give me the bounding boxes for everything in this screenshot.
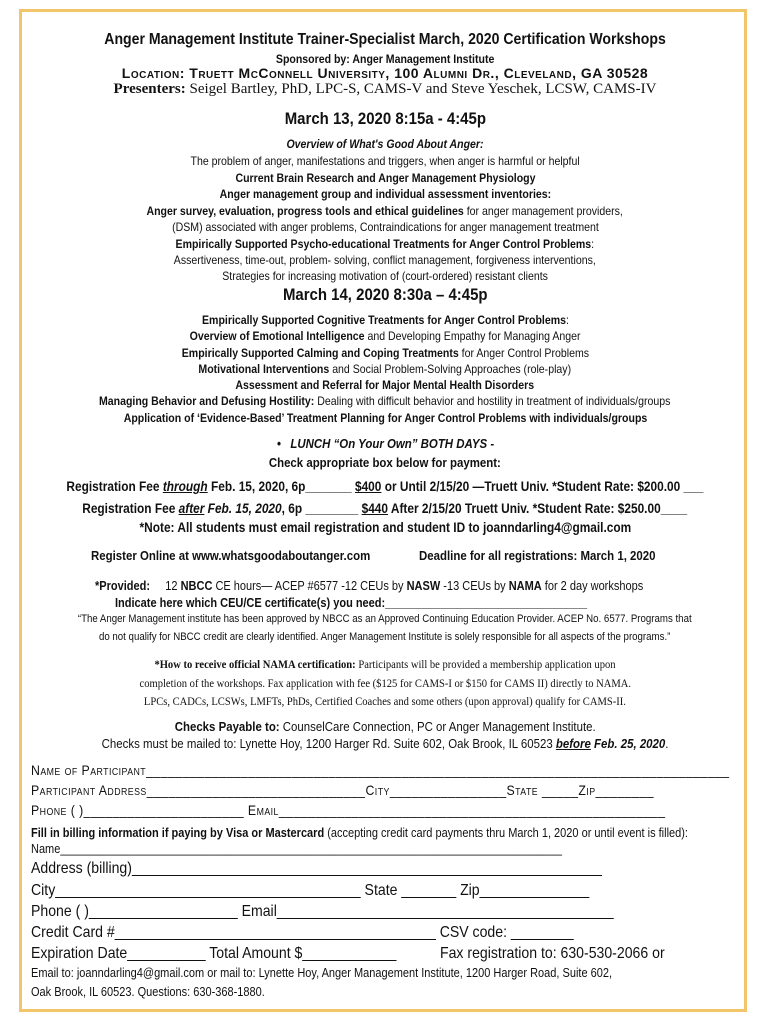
ceu-provided: *Provided: 12 NBCC CE hours— ACEP #6577 -12 CEUs by NASW -13 CEUs by NAMA for 2 day workshops [95,579,644,593]
ceu-indicate: Indicate here which CEU/CE certificate(s) you need:_________________________________ [115,596,588,610]
mail-instructions-1: Email to: joanndarling4@gmail.com or mail to: Lynette Hoy, Anger Management Institute, 1200 Harger Road, Suite 602, [31,966,613,980]
mail-instructions-2: Oak Brook, IL 60523. Questions: 630-368-1880. [31,985,265,999]
day1-inventories: Anger management group and individual assessment inventories: [219,187,551,201]
location-line: Location: Truett McConnell University, 100 Alumni Dr., Cleveland, GA 30528 [121,65,649,81]
payment-instruction: Check appropriate box below for payment: [268,455,502,470]
registration-fee-late: Registration Fee after Feb. 15, 2020, 6p ________ $440 After 2/15/20 Truett Univ. *Student Rate: $250.00____ [82,501,688,516]
day2-emotional: Overview of Emotional Intelligence and Developing Empathy for Managing Anger [189,329,581,343]
day1-problem: The problem of anger, manifestations and triggers, when anger is harmful or helpful [190,154,580,168]
billing-city-field[interactable]: City_______________________________________ State _______ Zip______________ [31,882,590,899]
participant-name-field[interactable]: Name of Participant________________________________________________________________________________ [31,762,730,778]
lunch-line: • LUNCH “On Your Own” BOTH DAYS - [276,436,494,451]
register-online: Register Online at www.whatsgoodaboutanger.com [91,548,371,563]
day2-assessment: Assessment and Referral for Major Mental Health Disorders [235,378,535,392]
day1-assertive: Assertiveness, time-out, problem- solving, conflict management, forgiveness interventions, [173,253,597,267]
participant-phone-email-field[interactable]: Phone ( )______________________ Email_____________________________________________________ [31,802,666,818]
billing-phone-email-field[interactable]: Phone ( )___________________ Email___________________________________________ [31,903,614,920]
day2-heading: March 14, 2020 8:30a – 4:45p [282,285,488,304]
expiration-amount-field[interactable]: Expiration Date__________ Total Amount $____________ [31,945,397,962]
checks-payable: Checks Payable to: CounselCare Connection, PC or Anger Management Institute. [174,719,596,734]
day1-heading: March 13, 2020 8:15a - 4:45p [284,109,486,128]
registration-deadline: Deadline for all registrations: March 1, 2020 [419,548,656,563]
participant-address-field[interactable]: Participant Address______________________________City________________State _____Zip________ [31,782,654,798]
nama-cert-line2: completion of the workshops. Fax application with fee ($125 for CAMS-I or $150 for CAMS II) directly to NAMA. [139,676,631,690]
credit-card-field[interactable]: Credit Card #_________________________________________ CSV code: ________ [31,924,574,941]
day2-motivational: Motivational Interventions and Social Problem-Solving Approaches (role-play) [198,362,572,376]
day2-managing: Managing Behavior and Defusing Hostility: Dealing with difficult behavior and hostility in treatment of individuals/groups [99,394,671,408]
flyer-title: Anger Management Institute Trainer-Specialist March, 2020 Certification Workshops [104,31,666,48]
fax-registration: Fax registration to: 630-530-2066 or [440,945,665,962]
bullet-icon: • [276,436,281,451]
nama-cert-line3: LPCs, CADCs, LCSWs, LMFTs, PhDs, Certified Coaches and some others (upon approval) qualify for CAMS-II. [143,694,627,708]
day2-calming: Empirically Supported Calming and Coping Treatments for Anger Control Problems [181,346,589,360]
day1-brain: Current Brain Research and Anger Management Physiology [234,171,536,185]
day1-strategies: Strategies for increasing motivation of (court-ordered) resistant clients [222,269,548,283]
day2-application: Application of ‘Evidence-Based’ Treatment Planning for Anger Control Problems with individuals/groups [123,411,647,425]
checks-mail: Checks must be mailed to: Lynette Hoy, 1200 Harger Rd. Suite 602, Oak Brook, IL 60523 before Feb. 25, 2020. [101,736,669,751]
day1-empirical: Empirically Supported Psycho-educational Treatments for Anger Control Problems: [175,237,595,251]
presenters-line: Presenters: Seigel Bartley, PhD, LPC-S, CAMS-V and Steve Yeschek, LCSW, CAMS-IV [113,81,657,97]
nama-cert-line1: *How to receive official NAMA certification: Participants will be provided a membership application upon [154,657,616,671]
day2-cognitive: Empirically Supported Cognitive Treatments for Anger Control Problems: [201,313,569,327]
student-note: *Note: All students must email registration and student ID to joanndarling4@gmail.com [139,520,631,535]
nbcc-disclaimer-1: “The Anger Management institute has been approved by NBCC as an Approved Continuing Education Provider. ACEP No. 6577. Programs that [78,613,692,625]
sponsor-line: Sponsored by: Anger Management Institute [275,52,495,66]
billing-name-field[interactable]: Name__________________________________________________________________________________ [31,842,562,856]
day1-survey: Anger survey, evaluation, progress tools and ethical guidelines for anger management providers, [146,204,624,218]
registration-fee-early: Registration Fee through Feb. 15, 2020, 6p_______ $400 or Until 2/15/20 —Truett Univ. *Student Rate: $200.00 ___ [66,479,704,494]
billing-intro: Fill in billing information if paying by Visa or Mastercard (accepting credit card payments thru March 1, 2020 or until event is filled): [31,826,688,840]
day1-dsm: (DSM) associated with anger problems, Contraindications for anger management treatment [171,220,599,234]
billing-address-field[interactable]: Address (billing)____________________________________________________________ [31,860,602,877]
nbcc-disclaimer-2: do not qualify for NBCC credit are clearly identified. Anger Management Institute is solely responsible for all aspects of the programs.” [99,631,671,643]
day1-overview: Overview of What's Good About Anger: [286,137,484,151]
